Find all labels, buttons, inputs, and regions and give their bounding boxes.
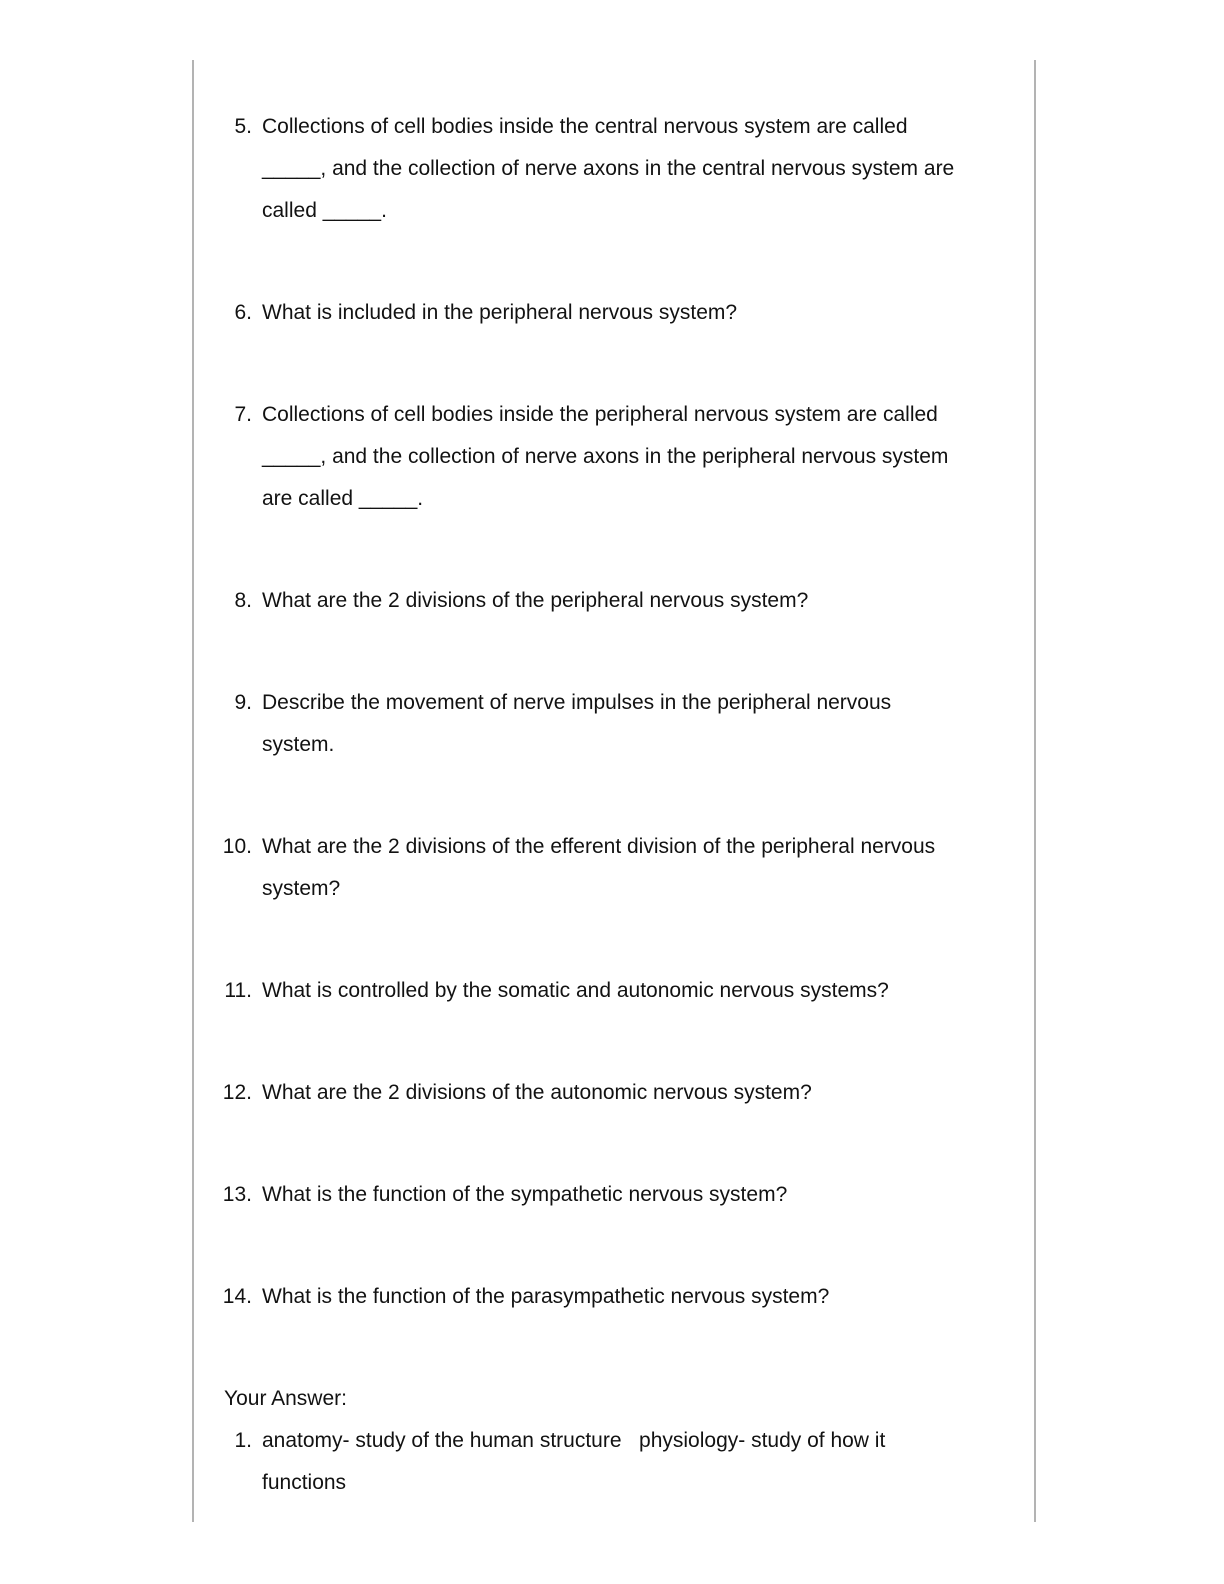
answer-list: [194, 1420, 1034, 1504]
item-text: What are the 2 divisions of the efferent division of the peripheral nervous system?: [262, 835, 942, 900]
item-text: Collections of cell bodies inside the peripheral nervous system are called _____, and the collection of nerve axons in the peripheral nervous system are called _____.: [262, 403, 955, 510]
question-item: [194, 580, 1034, 622]
item-number: 5.: [234, 115, 252, 138]
item-text: Collections of cell bodies inside the central nervous system are called _____, and the collection of nerve axons in the central nervous system are called _____.: [262, 115, 961, 222]
question-item: [194, 1072, 1034, 1114]
question-item: [194, 292, 1034, 334]
item-number: 8.: [234, 589, 252, 612]
question-list: [194, 106, 1034, 1318]
item-number: 10.: [222, 835, 252, 858]
answer-item: [194, 1420, 1034, 1504]
question-item: [194, 1174, 1034, 1216]
item-text: What is the function of the parasympathetic nervous system?: [262, 1285, 830, 1308]
item-number: 6.: [234, 301, 252, 324]
item-number: 9.: [234, 691, 252, 714]
item-number: 14.: [222, 1285, 252, 1308]
item-number: 11.: [224, 979, 252, 1002]
question-item: [194, 394, 1034, 520]
item-text: What are the 2 divisions of the autonomic nervous system?: [262, 1081, 812, 1104]
item-number: 7.: [234, 403, 252, 426]
question-item: [194, 1276, 1034, 1318]
item-text: anatomy- study of the human structure physiology- study of how it functions: [262, 1429, 892, 1494]
question-item: [194, 682, 1034, 766]
item-text: What are the 2 divisions of the peripheral nervous system?: [262, 589, 809, 612]
your-answer-label: Your Answer:: [224, 1387, 347, 1410]
item-number: 1.: [234, 1429, 252, 1452]
question-item: [194, 826, 1034, 910]
item-text: What is the function of the sympathetic nervous system?: [262, 1183, 788, 1206]
question-item: [194, 970, 1034, 1012]
question-item: [194, 106, 1034, 232]
item-number: 13.: [222, 1183, 252, 1206]
item-text: What is included in the peripheral nervous system?: [262, 301, 738, 324]
item-text: Describe the movement of nerve impulses in the peripheral nervous system.: [262, 691, 897, 756]
item-number: 12.: [222, 1081, 252, 1104]
item-text: What is controlled by the somatic and autonomic nervous systems?: [262, 979, 889, 1002]
document-page: [192, 60, 1036, 1522]
